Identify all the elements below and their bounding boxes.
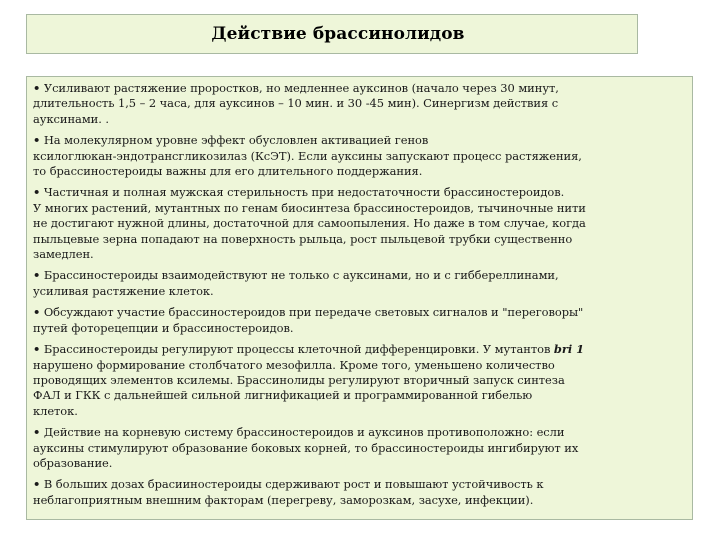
bullet-paragraph-4	[33, 268, 685, 299]
paragraph-line: пыльцевые зерна попадают на поверхность рыльца, рост пыльцевой трубки существенно	[33, 231, 573, 246]
paragraph-line	[33, 425, 685, 440]
bullet-marker: •	[33, 305, 41, 320]
bullet-paragraph-8	[33, 477, 685, 508]
content-box	[26, 76, 693, 520]
paragraph-line: замедлен.	[33, 247, 94, 262]
line-text: В больших дозах брасииностероиды сдерживают рост и повышают устойчивость к	[43, 477, 544, 492]
bullet-marker: •	[33, 81, 41, 95]
bullet-marker: •	[33, 477, 41, 492]
bullet-marker: •	[33, 342, 41, 357]
paragraph-line: У многих растений, мутантных по генам биосинтеза брассиностероидов, тычиночные нити	[33, 200, 586, 215]
paragraph-line	[33, 305, 685, 320]
paragraph-line: путей фоторецепции и брассиностероидов.	[33, 320, 294, 335]
line-text: На молекулярном уровне эффект обусловлен активацией генов	[43, 133, 429, 148]
bullet-marker: •	[33, 425, 41, 440]
paragraph-line: то брассиностероиды важны для его длительного поддержания.	[33, 164, 423, 179]
bullet-paragraph-6	[33, 342, 685, 419]
paragraph-line	[33, 268, 685, 283]
paragraph-line	[33, 342, 685, 357]
paragraph-line: нарушено формирование столбчатого мезофилла. Кроме того, уменьшено количество	[33, 357, 555, 372]
bullet-paragraph-2	[33, 133, 685, 179]
paragraph-line: ауксины стимулируют образование боковых корней, то брассиностероиды ингибируют их	[33, 440, 579, 455]
paragraph-line	[33, 81, 685, 96]
paragraph-line: длительность 1,5 – 2 часа, для ауксинов – 10 мин. и 30 -45 мин). Синергизм действия с	[33, 96, 559, 111]
paragraph-line: образование.	[33, 455, 113, 470]
paragraph-line: клеток.	[33, 403, 78, 418]
paragraph-line: ауксинами. .	[33, 111, 109, 126]
paragraph-line	[33, 133, 685, 148]
bullet-paragraph-7	[33, 425, 685, 471]
bullet-paragraph-1	[33, 81, 685, 127]
paragraph-line	[33, 477, 685, 492]
bullet-marker: •	[33, 133, 41, 148]
bullet-marker: •	[33, 268, 41, 283]
line-text: Частичная и полная мужская стерильность при недостаточности брассиностероидов.	[43, 185, 565, 200]
bullet-paragraph-3	[33, 185, 685, 262]
paragraph-line: ФАЛ и ГКК с дальнейшей сильной лигнификацией и программированной гибелью	[33, 388, 533, 403]
line-text: Усиливают растяжение проростков, но медленнее ауксинов (начало через 30 минут,	[43, 81, 559, 95]
paragraph-line: усиливая растяжение клеток.	[33, 283, 214, 298]
line-text: Обсуждают участие брассиностероидов при передаче световых сигналов и "переговоры"	[43, 305, 584, 320]
paragraph-line: проводящих элементов ксилемы. Брассинолиды регулируют вторичный запуск синтеза	[33, 372, 565, 387]
paragraph-line	[33, 185, 685, 200]
paragraph-line: неблагоприятным внешним факторам (перегреву, заморозкам, засухе, инфекции).	[33, 492, 534, 507]
line-text: Брассиностероиды регулируют процессы клеточной дифференцировки. У мутантов	[43, 342, 554, 357]
bullet-paragraph-5	[33, 305, 685, 336]
paragraph-line: ксилоглюкан-эндотрансгликозилаз (КсЭТ). Если ауксины запускают процесс растяжения,	[33, 148, 582, 163]
slide-title: Действие брассинолидов	[211, 24, 465, 44]
bullet-marker: •	[33, 185, 41, 200]
line-text: Действие на корневую систему брассиностероидов и ауксинов противоположно: если	[43, 425, 565, 440]
title-box	[26, 14, 638, 54]
line-text: Брассиностероиды взаимодействуют не только с ауксинами, но и с гиббереллинами,	[43, 268, 559, 283]
mutant-name: bri 1	[553, 342, 584, 357]
paragraph-line: не достигают нужной длины, достаточной для самоопыления. Но даже в том случае, когда	[33, 216, 586, 231]
